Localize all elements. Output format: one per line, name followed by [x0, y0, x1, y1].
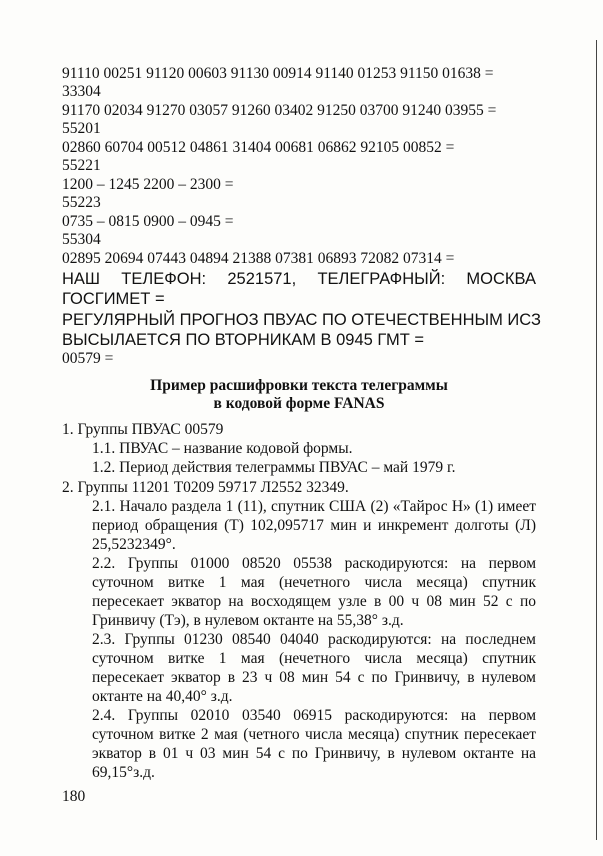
list-item-1-2: 1.2. Период действия телеграммы ПВУАС – май 1979 г.: [92, 459, 456, 476]
list-item-2-2: 2.2. Группы 01000 08520 05538 раскодируются: на первом суточном витке 1 мая (нечетного числа месяца) спутник пересекает экватор на восходящем узле в 00 ч 08 мин 52 с по Гринвичу (Тэ), в нулевом октанте на 55,38° з.д.: [92, 555, 536, 629]
phone-line: НАШ ТЕЛЕФОН: 2521571, ТЕЛЕГРАФНЫЙ: МОСКВА: [62, 270, 536, 288]
page-number: 180: [62, 788, 86, 805]
code-line: 55201: [62, 120, 101, 137]
code-line: 91110 00251 91120 00603 91130 00914 91140 01253 91150 01638 =: [62, 65, 494, 82]
code-line: 33304: [62, 83, 101, 100]
code-line: 55304: [62, 231, 101, 248]
section-subheading: в кодовой форме FANAS: [213, 395, 385, 412]
code-line: 02895 20694 07443 04894 21388 07381 06893 72082 07314 =: [62, 250, 455, 267]
code-line: 02860 60704 00512 04861 31404 00681 06862 92105 00852 =: [62, 139, 455, 156]
list-item-1-1: 1.1. ПВУАС – название кодовой формы.: [92, 440, 353, 457]
list-item-1: 1. Группы ПВУАС 00579: [62, 421, 224, 438]
list-item-2-4: 2.4. Группы 02010 03540 06915 раскодируются: на первом суточном витке 2 мая (четного числа месяца) спутник пересекает экватор в 01 ч 03 мин 54 с по Гринвичу, в нулевом октанте на 69,15°з.д.: [92, 707, 536, 781]
code-line: 1200 – 1245 2200 – 2300 =: [62, 176, 234, 193]
list-item-2: 2. Группы 11201 Т0209 59717 Л2552 32349.: [62, 479, 349, 496]
scan-edge-line: [596, 40, 597, 840]
code-line: 55221: [62, 157, 101, 174]
list-item-2-1: 2.1. Начало раздела 1 (11), спутник США (2) «Тайрос Н» (1) имеет период обращения (Т) 102,095717 мин и инкремент долготы (Л) 25,5232349°.: [92, 498, 536, 553]
end-code: 00579 =: [62, 350, 114, 367]
forecast-line-1: РЕГУЛЯРНЫЙ ПРОГНОЗ ПВУАС ПО ОТЕЧЕСТВЕННЫМ ИСЗ: [62, 311, 541, 329]
phone-line-2: ГОСГИМЕТ =: [62, 290, 165, 308]
forecast-line-2: ВЫСЫЛАЕТСЯ ПО ВТОРНИКАМ В 0945 ГМТ =: [62, 331, 425, 349]
section-heading: Пример расшифровки текста телеграммы: [150, 377, 448, 394]
code-line: 55223: [62, 194, 101, 211]
code-line: 0735 – 0815 0900 – 0945 =: [62, 213, 234, 230]
list-item-2-3: 2.3. Группы 01230 08540 04040 раскодируются: на последнем суточном витке 1 мая (нечетного числа месяца) спутник пересекает экватор в 23 ч 08 мин 54 с по Гринвичу, в нулевом октанте на 40,40° з.д.: [92, 631, 536, 705]
code-line: 91170 02034 91270 03057 91260 03402 91250 03700 91240 03955 =: [62, 102, 497, 119]
